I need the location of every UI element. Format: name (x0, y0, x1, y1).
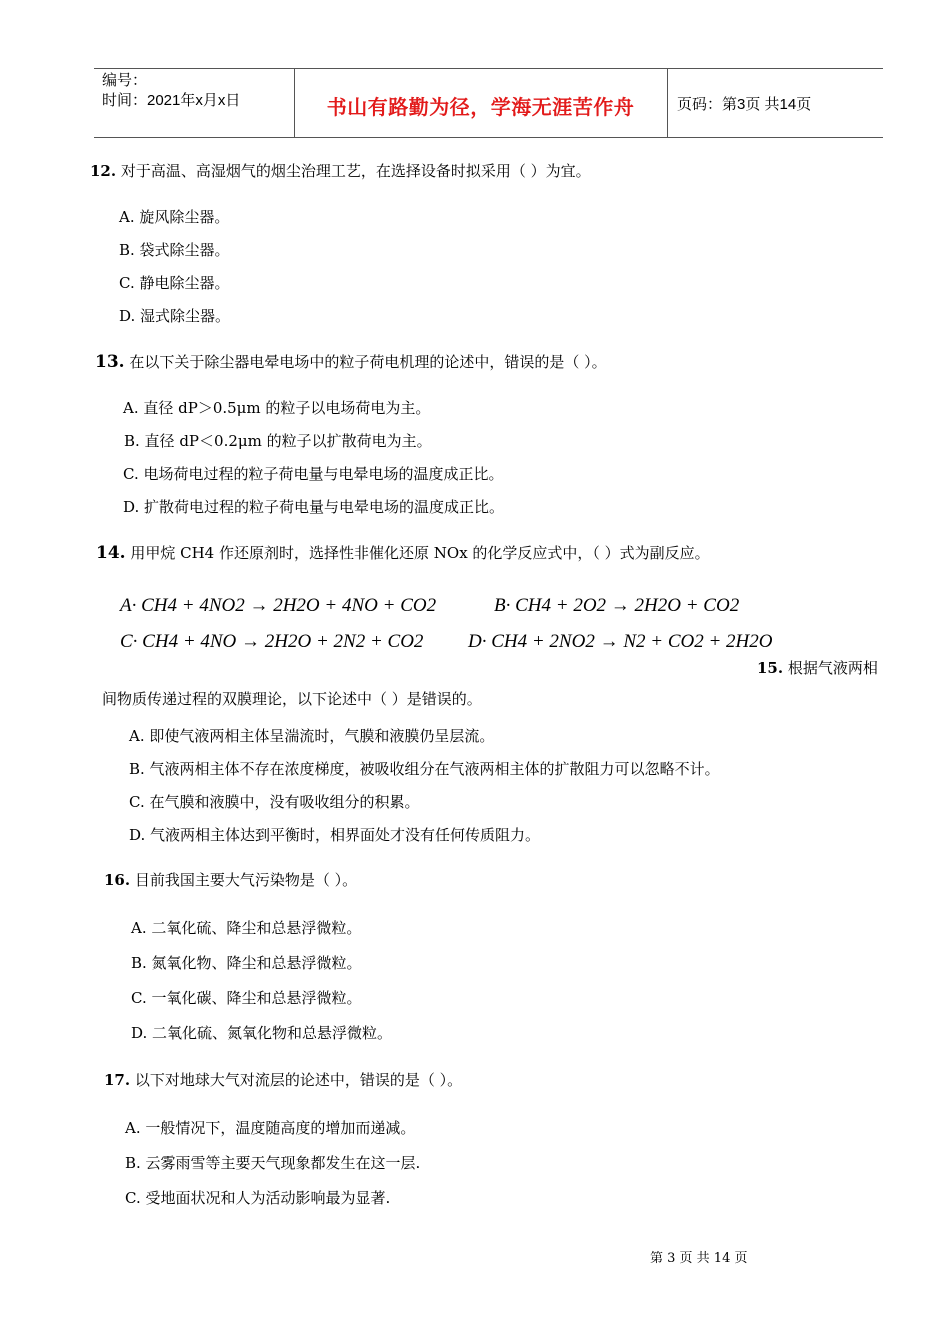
option: B. 云雾雨雪等主要天气现象都发生在这一层. (125, 1154, 421, 1172)
question-text: 目前我国主要大气污染物是（ ）。 (134, 871, 358, 889)
question-text: 以下对地球大气对流层的论述中，错误的是（ ）。 (134, 1071, 463, 1089)
option: B. 气液两相主体不存在浓度梯度，被吸收组分在气液两相主体的扩散阻力可以忽略不计。 (129, 760, 720, 778)
header-page-info: 页码：第3页 共14页 (677, 96, 812, 113)
question-number: 15. (757, 659, 784, 677)
question-13 (95, 351, 607, 372)
equation-a: A· CH4 + 4NO2 → 2H2O + 4NO + CO2 (120, 595, 437, 616)
question-number: 16. (104, 871, 131, 889)
question-17 (104, 1069, 462, 1090)
number-label: 编号： (102, 72, 148, 89)
question-15 (757, 657, 878, 678)
question-14 (96, 542, 710, 563)
header-motto: 书山有路勤为径，学海无涯苦作舟 (326, 95, 635, 119)
option: A. 一般情况下，温度随高度的增加而递减。 (125, 1119, 416, 1137)
question-number: 13. (95, 352, 125, 372)
question-12 (90, 160, 591, 181)
question-number: 17. (104, 1071, 131, 1089)
equation-d: D· CH4 + 2NO2 → N2 + CO2 + 2H2O (468, 631, 773, 652)
option: D. 二氧化硫、氮氧化物和总悬浮微粒。 (131, 1024, 393, 1042)
question-text: 根据气液两相 (787, 659, 878, 677)
header-divider (667, 69, 668, 137)
option: C. 在气膜和液膜中，没有吸收组分的积累。 (129, 793, 420, 811)
question-number: 14. (96, 543, 126, 563)
option: A. 直径 dP＞0.5μm 的粒子以电场荷电为主。 (123, 399, 431, 417)
question-text: 在以下关于除尘器电晕电场中的粒子荷电机理的论述中，错误的是（ ）。 (129, 353, 607, 371)
option: C. 电场荷电过程的粒子荷电量与电晕电场的温度成正比。 (123, 465, 504, 483)
question-text: 用甲烷 CH4 作还原剂时，选择性非催化还原 NOx 的化学反应式中，（ ）式为副反应。 (130, 544, 710, 562)
option: B. 袋式除尘器。 (119, 241, 230, 259)
page-footer: 第 3 页 共 14 页 (650, 1251, 748, 1266)
option: C. 受地面状况和人为活动影响最为显著. (125, 1189, 391, 1207)
option: A. 即使气液两相主体呈湍流时，气膜和液膜仍呈层流。 (129, 727, 495, 745)
equation-b: B· CH4 + 2O2 → 2H2O + CO2 (494, 595, 740, 616)
option: C. 一氧化碳、降尘和总悬浮微粒。 (131, 989, 362, 1007)
option: A. 二氧化硫、降尘和总悬浮微粒。 (131, 919, 362, 937)
page-header (94, 68, 883, 138)
question-number: 12. (90, 162, 117, 180)
question-text: 对于高温、高湿烟气的烟尘治理工艺，在选择设备时拟采用（ ）为宜。 (120, 162, 591, 180)
option: A. 旋风除尘器。 (119, 208, 230, 226)
option: B. 氮氧化物、降尘和总悬浮微粒。 (131, 954, 362, 972)
question-text-cont: 间物质传递过程的双膜理论，以下论述中（ ）是错误的。 (102, 690, 482, 708)
option: D. 气液两相主体达到平衡时，相界面处才没有任何传质阻力。 (129, 826, 541, 844)
option: D. 湿式除尘器。 (119, 307, 231, 325)
question-16 (104, 869, 357, 890)
option: D. 扩散荷电过程的粒子荷电量与电晕电场的温度成正比。 (123, 498, 505, 516)
option: C. 静电除尘器。 (119, 274, 230, 292)
header-meta (102, 71, 240, 111)
time-label: 时间：2021年x月x日 (102, 92, 241, 109)
option: B. 直径 dP＜0.2μm 的粒子以扩散荷电为主。 (124, 432, 432, 450)
equation-c: C· CH4 + 4NO → 2H2O + 2N2 + CO2 (120, 631, 424, 652)
